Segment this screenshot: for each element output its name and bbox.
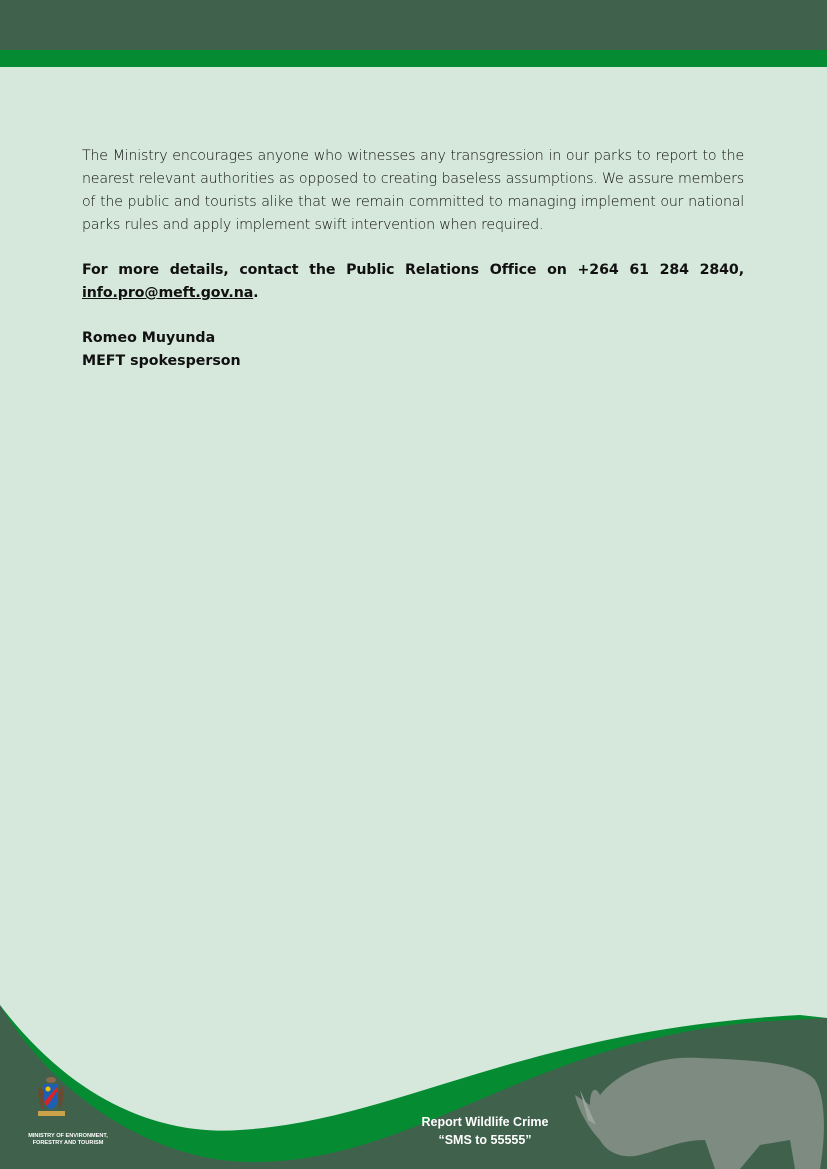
body-paragraph: The Ministry encourages anyone who witnesses any transgression in our parks to report to the nearest relevant authorities as opposed to creating baseless assumptions. We assure members of the public and tourists alike that we remain committed to managing implement our national parks rules and apply implement swift intervention when required.: [82, 148, 744, 233]
ministry-line-1: MINISTRY OF ENVIRONMENT,: [28, 1133, 108, 1139]
contact-email-link[interactable]: info.pro@meft.gov.na: [82, 285, 254, 301]
report-sms-number: “SMS to 55555”: [438, 1133, 532, 1147]
signatory-name: Romeo Muyunda: [82, 330, 216, 346]
press-release-body: [82, 145, 744, 373]
contact-paragraph: [82, 259, 744, 305]
contact-end: .: [253, 285, 259, 301]
ministry-name: [18, 1133, 118, 1147]
ministry-line-2: FORESTRY AND TOURISM: [32, 1140, 104, 1146]
report-wildlife-crime: [400, 1113, 570, 1149]
report-line-1: Report Wildlife Crime: [421, 1115, 549, 1129]
header-band: [0, 0, 827, 50]
signatory-title: MEFT spokesperson: [82, 353, 241, 369]
contact-text: For more details, contact the Public Relations Office on +264 61 284 2840,: [82, 262, 744, 278]
header-accent-stripe: [0, 50, 827, 67]
